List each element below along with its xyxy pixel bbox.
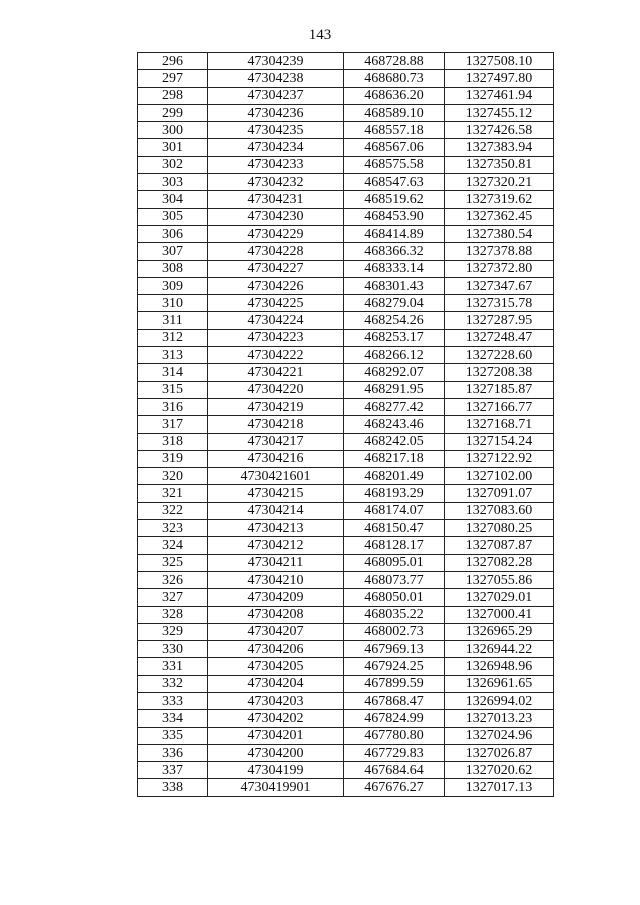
- x-coordinate-cell: 468193.29: [344, 485, 445, 502]
- table-row: [138, 329, 554, 346]
- table-row: [138, 744, 554, 761]
- row-number-cell: 327: [138, 589, 208, 606]
- x-coordinate-cell: 468589.10: [344, 104, 445, 121]
- y-coordinate-cell: 1327362.45: [445, 208, 554, 225]
- x-coordinate-cell: 467824.99: [344, 710, 445, 727]
- y-coordinate-cell: 1327122.92: [445, 450, 554, 467]
- point-id-cell: 47304214: [208, 502, 344, 519]
- point-id-cell: 47304211: [208, 554, 344, 571]
- y-coordinate-cell: 1327380.54: [445, 225, 554, 242]
- table-row: [138, 139, 554, 156]
- x-coordinate-cell: 468243.46: [344, 416, 445, 433]
- page-number: 143: [308, 27, 332, 43]
- y-coordinate-cell: 1327026.87: [445, 744, 554, 761]
- row-number-cell: 319: [138, 450, 208, 467]
- point-id-cell: 47304199: [208, 762, 344, 779]
- x-coordinate-cell: 468050.01: [344, 589, 445, 606]
- row-number-cell: 297: [138, 70, 208, 87]
- row-number-cell: 337: [138, 762, 208, 779]
- y-coordinate-cell: 1327461.94: [445, 87, 554, 104]
- row-number-cell: 300: [138, 122, 208, 139]
- y-coordinate-cell: 1327319.62: [445, 191, 554, 208]
- table-row: [138, 381, 554, 398]
- x-coordinate-cell: 467780.80: [344, 727, 445, 744]
- x-coordinate-cell: 468567.06: [344, 139, 445, 156]
- table-row: [138, 571, 554, 588]
- y-coordinate-cell: 1327350.81: [445, 156, 554, 173]
- x-coordinate-cell: 468680.73: [344, 70, 445, 87]
- x-coordinate-cell: 468254.26: [344, 312, 445, 329]
- y-coordinate-cell: 1327029.01: [445, 589, 554, 606]
- x-coordinate-cell: 467684.64: [344, 762, 445, 779]
- y-coordinate-cell: 1327185.87: [445, 381, 554, 398]
- point-id-cell: 47304231: [208, 191, 344, 208]
- table-row: [138, 675, 554, 692]
- point-id-cell: 47304213: [208, 520, 344, 537]
- x-coordinate-cell: 468150.47: [344, 520, 445, 537]
- x-coordinate-cell: 467868.47: [344, 692, 445, 709]
- row-number-cell: 308: [138, 260, 208, 277]
- table-row: [138, 537, 554, 554]
- row-number-cell: 331: [138, 658, 208, 675]
- point-id-cell: 47304202: [208, 710, 344, 727]
- row-number-cell: 302: [138, 156, 208, 173]
- point-id-cell: 47304204: [208, 675, 344, 692]
- row-number-cell: 313: [138, 347, 208, 364]
- x-coordinate-cell: 468547.63: [344, 174, 445, 191]
- row-number-cell: 322: [138, 502, 208, 519]
- point-id-cell: 47304209: [208, 589, 344, 606]
- table-row: [138, 606, 554, 623]
- x-coordinate-cell: 468279.04: [344, 295, 445, 312]
- table-row: [138, 53, 554, 70]
- y-coordinate-cell: 1327508.10: [445, 53, 554, 70]
- x-coordinate-cell: 468414.89: [344, 225, 445, 242]
- x-coordinate-cell: 468242.05: [344, 433, 445, 450]
- row-number-cell: 326: [138, 571, 208, 588]
- y-coordinate-cell: 1327347.67: [445, 277, 554, 294]
- point-id-cell: 47304223: [208, 329, 344, 346]
- row-number-cell: 334: [138, 710, 208, 727]
- y-coordinate-cell: 1326965.29: [445, 623, 554, 640]
- x-coordinate-cell: 468253.17: [344, 329, 445, 346]
- row-number-cell: 304: [138, 191, 208, 208]
- point-id-cell: 47304234: [208, 139, 344, 156]
- y-coordinate-cell: 1327378.88: [445, 243, 554, 260]
- row-number-cell: 336: [138, 744, 208, 761]
- table-row: [138, 122, 554, 139]
- row-number-cell: 299: [138, 104, 208, 121]
- x-coordinate-cell: 468266.12: [344, 347, 445, 364]
- x-coordinate-cell: 468292.07: [344, 364, 445, 381]
- table-row: [138, 347, 554, 364]
- row-number-cell: 298: [138, 87, 208, 104]
- table-row: [138, 520, 554, 537]
- point-id-cell: 47304225: [208, 295, 344, 312]
- table-row: [138, 70, 554, 87]
- table-row: [138, 208, 554, 225]
- x-coordinate-cell: 468217.18: [344, 450, 445, 467]
- x-coordinate-cell: 468519.62: [344, 191, 445, 208]
- table-row: [138, 260, 554, 277]
- point-id-cell: 47304230: [208, 208, 344, 225]
- x-coordinate-cell: 468557.18: [344, 122, 445, 139]
- table-row: [138, 762, 554, 779]
- table-row: [138, 277, 554, 294]
- table-row: [138, 191, 554, 208]
- row-number-cell: 301: [138, 139, 208, 156]
- y-coordinate-cell: 1327228.60: [445, 347, 554, 364]
- table-row: [138, 243, 554, 260]
- x-coordinate-cell: 468636.20: [344, 87, 445, 104]
- row-number-cell: 325: [138, 554, 208, 571]
- point-id-cell: 4730419901: [208, 779, 344, 796]
- y-coordinate-cell: 1327020.62: [445, 762, 554, 779]
- table-row: [138, 623, 554, 640]
- table-row: [138, 364, 554, 381]
- y-coordinate-cell: 1327372.80: [445, 260, 554, 277]
- x-coordinate-cell: 467676.27: [344, 779, 445, 796]
- row-number-cell: 323: [138, 520, 208, 537]
- table-row: [138, 450, 554, 467]
- table-row: [138, 398, 554, 415]
- point-id-cell: 47304235: [208, 122, 344, 139]
- point-id-cell: 47304208: [208, 606, 344, 623]
- point-id-cell: 47304218: [208, 416, 344, 433]
- x-coordinate-cell: 468291.95: [344, 381, 445, 398]
- x-coordinate-cell: 468174.07: [344, 502, 445, 519]
- y-coordinate-cell: 1327166.77: [445, 398, 554, 415]
- x-coordinate-cell: 468366.32: [344, 243, 445, 260]
- x-coordinate-cell: 468575.58: [344, 156, 445, 173]
- point-id-cell: 47304227: [208, 260, 344, 277]
- y-coordinate-cell: 1327013.23: [445, 710, 554, 727]
- x-coordinate-cell: 467729.83: [344, 744, 445, 761]
- row-number-cell: 309: [138, 277, 208, 294]
- table-row: [138, 502, 554, 519]
- point-id-cell: 47304200: [208, 744, 344, 761]
- x-coordinate-cell: 467924.25: [344, 658, 445, 675]
- row-number-cell: 314: [138, 364, 208, 381]
- y-coordinate-cell: 1327102.00: [445, 468, 554, 485]
- y-coordinate-cell: 1327024.96: [445, 727, 554, 744]
- row-number-cell: 328: [138, 606, 208, 623]
- y-coordinate-cell: 1327080.25: [445, 520, 554, 537]
- table-row: [138, 416, 554, 433]
- table-row: [138, 87, 554, 104]
- table-row: [138, 174, 554, 191]
- point-id-cell: 47304224: [208, 312, 344, 329]
- x-coordinate-cell: 468333.14: [344, 260, 445, 277]
- row-number-cell: 324: [138, 537, 208, 554]
- row-number-cell: 321: [138, 485, 208, 502]
- y-coordinate-cell: 1327287.95: [445, 312, 554, 329]
- y-coordinate-cell: 1327055.86: [445, 571, 554, 588]
- table-row: [138, 658, 554, 675]
- table-row: [138, 727, 554, 744]
- table-row: [138, 589, 554, 606]
- point-id-cell: 47304239: [208, 53, 344, 70]
- y-coordinate-cell: 1327082.28: [445, 554, 554, 571]
- y-coordinate-cell: 1327000.41: [445, 606, 554, 623]
- x-coordinate-cell: 468728.88: [344, 53, 445, 70]
- table-row: [138, 692, 554, 709]
- row-number-cell: 312: [138, 329, 208, 346]
- x-coordinate-cell: 468002.73: [344, 623, 445, 640]
- table-row: [138, 641, 554, 658]
- x-coordinate-cell: 468035.22: [344, 606, 445, 623]
- y-coordinate-cell: 1326994.02: [445, 692, 554, 709]
- point-id-cell: 47304238: [208, 70, 344, 87]
- y-coordinate-cell: 1326944.22: [445, 641, 554, 658]
- point-id-cell: 47304210: [208, 571, 344, 588]
- point-id-cell: 47304233: [208, 156, 344, 173]
- x-coordinate-cell: 467969.13: [344, 641, 445, 658]
- table-row: [138, 485, 554, 502]
- point-id-cell: 47304215: [208, 485, 344, 502]
- point-id-cell: 47304219: [208, 398, 344, 415]
- y-coordinate-cell: 1327083.60: [445, 502, 554, 519]
- point-id-cell: 4730421601: [208, 468, 344, 485]
- x-coordinate-cell: 468095.01: [344, 554, 445, 571]
- y-coordinate-cell: 1327315.78: [445, 295, 554, 312]
- point-id-cell: 47304206: [208, 641, 344, 658]
- row-number-cell: 296: [138, 53, 208, 70]
- table-row: [138, 295, 554, 312]
- x-coordinate-cell: 468073.77: [344, 571, 445, 588]
- y-coordinate-cell: 1327017.13: [445, 779, 554, 796]
- y-coordinate-cell: 1327426.58: [445, 122, 554, 139]
- point-id-cell: 47304217: [208, 433, 344, 450]
- x-coordinate-cell: 468277.42: [344, 398, 445, 415]
- row-number-cell: 307: [138, 243, 208, 260]
- y-coordinate-cell: 1327091.07: [445, 485, 554, 502]
- y-coordinate-cell: 1327320.21: [445, 174, 554, 191]
- y-coordinate-cell: 1326961.65: [445, 675, 554, 692]
- row-number-cell: 332: [138, 675, 208, 692]
- point-id-cell: 47304229: [208, 225, 344, 242]
- y-coordinate-cell: 1327497.80: [445, 70, 554, 87]
- point-id-cell: 47304212: [208, 537, 344, 554]
- y-coordinate-cell: 1327154.24: [445, 433, 554, 450]
- y-coordinate-cell: 1327208.38: [445, 364, 554, 381]
- y-coordinate-cell: 1326948.96: [445, 658, 554, 675]
- row-number-cell: 338: [138, 779, 208, 796]
- row-number-cell: 306: [138, 225, 208, 242]
- point-id-cell: 47304207: [208, 623, 344, 640]
- coordinates-table-body: [138, 53, 554, 797]
- point-id-cell: 47304221: [208, 364, 344, 381]
- table-row: [138, 433, 554, 450]
- y-coordinate-cell: 1327455.12: [445, 104, 554, 121]
- row-number-cell: 303: [138, 174, 208, 191]
- point-id-cell: 47304201: [208, 727, 344, 744]
- table-row: [138, 710, 554, 727]
- x-coordinate-cell: 468453.90: [344, 208, 445, 225]
- y-coordinate-cell: 1327087.87: [445, 537, 554, 554]
- row-number-cell: 305: [138, 208, 208, 225]
- x-coordinate-cell: 468128.17: [344, 537, 445, 554]
- point-id-cell: 47304220: [208, 381, 344, 398]
- row-number-cell: 311: [138, 312, 208, 329]
- row-number-cell: 316: [138, 398, 208, 415]
- row-number-cell: 330: [138, 641, 208, 658]
- point-id-cell: 47304203: [208, 692, 344, 709]
- point-id-cell: 47304226: [208, 277, 344, 294]
- row-number-cell: 317: [138, 416, 208, 433]
- row-number-cell: 315: [138, 381, 208, 398]
- row-number-cell: 335: [138, 727, 208, 744]
- coordinates-table: [137, 52, 554, 797]
- point-id-cell: 47304232: [208, 174, 344, 191]
- table-row: [138, 468, 554, 485]
- row-number-cell: 318: [138, 433, 208, 450]
- table-row: [138, 104, 554, 121]
- row-number-cell: 310: [138, 295, 208, 312]
- table-row: [138, 312, 554, 329]
- point-id-cell: 47304222: [208, 347, 344, 364]
- row-number-cell: 320: [138, 468, 208, 485]
- point-id-cell: 47304236: [208, 104, 344, 121]
- table-row: [138, 554, 554, 571]
- x-coordinate-cell: 467899.59: [344, 675, 445, 692]
- y-coordinate-cell: 1327248.47: [445, 329, 554, 346]
- y-coordinate-cell: 1327383.94: [445, 139, 554, 156]
- row-number-cell: 333: [138, 692, 208, 709]
- point-id-cell: 47304228: [208, 243, 344, 260]
- point-id-cell: 47304237: [208, 87, 344, 104]
- x-coordinate-cell: 468201.49: [344, 468, 445, 485]
- x-coordinate-cell: 468301.43: [344, 277, 445, 294]
- table-row: [138, 156, 554, 173]
- row-number-cell: 329: [138, 623, 208, 640]
- table-row: [138, 779, 554, 796]
- y-coordinate-cell: 1327168.71: [445, 416, 554, 433]
- table-row: [138, 225, 554, 242]
- point-id-cell: 47304205: [208, 658, 344, 675]
- point-id-cell: 47304216: [208, 450, 344, 467]
